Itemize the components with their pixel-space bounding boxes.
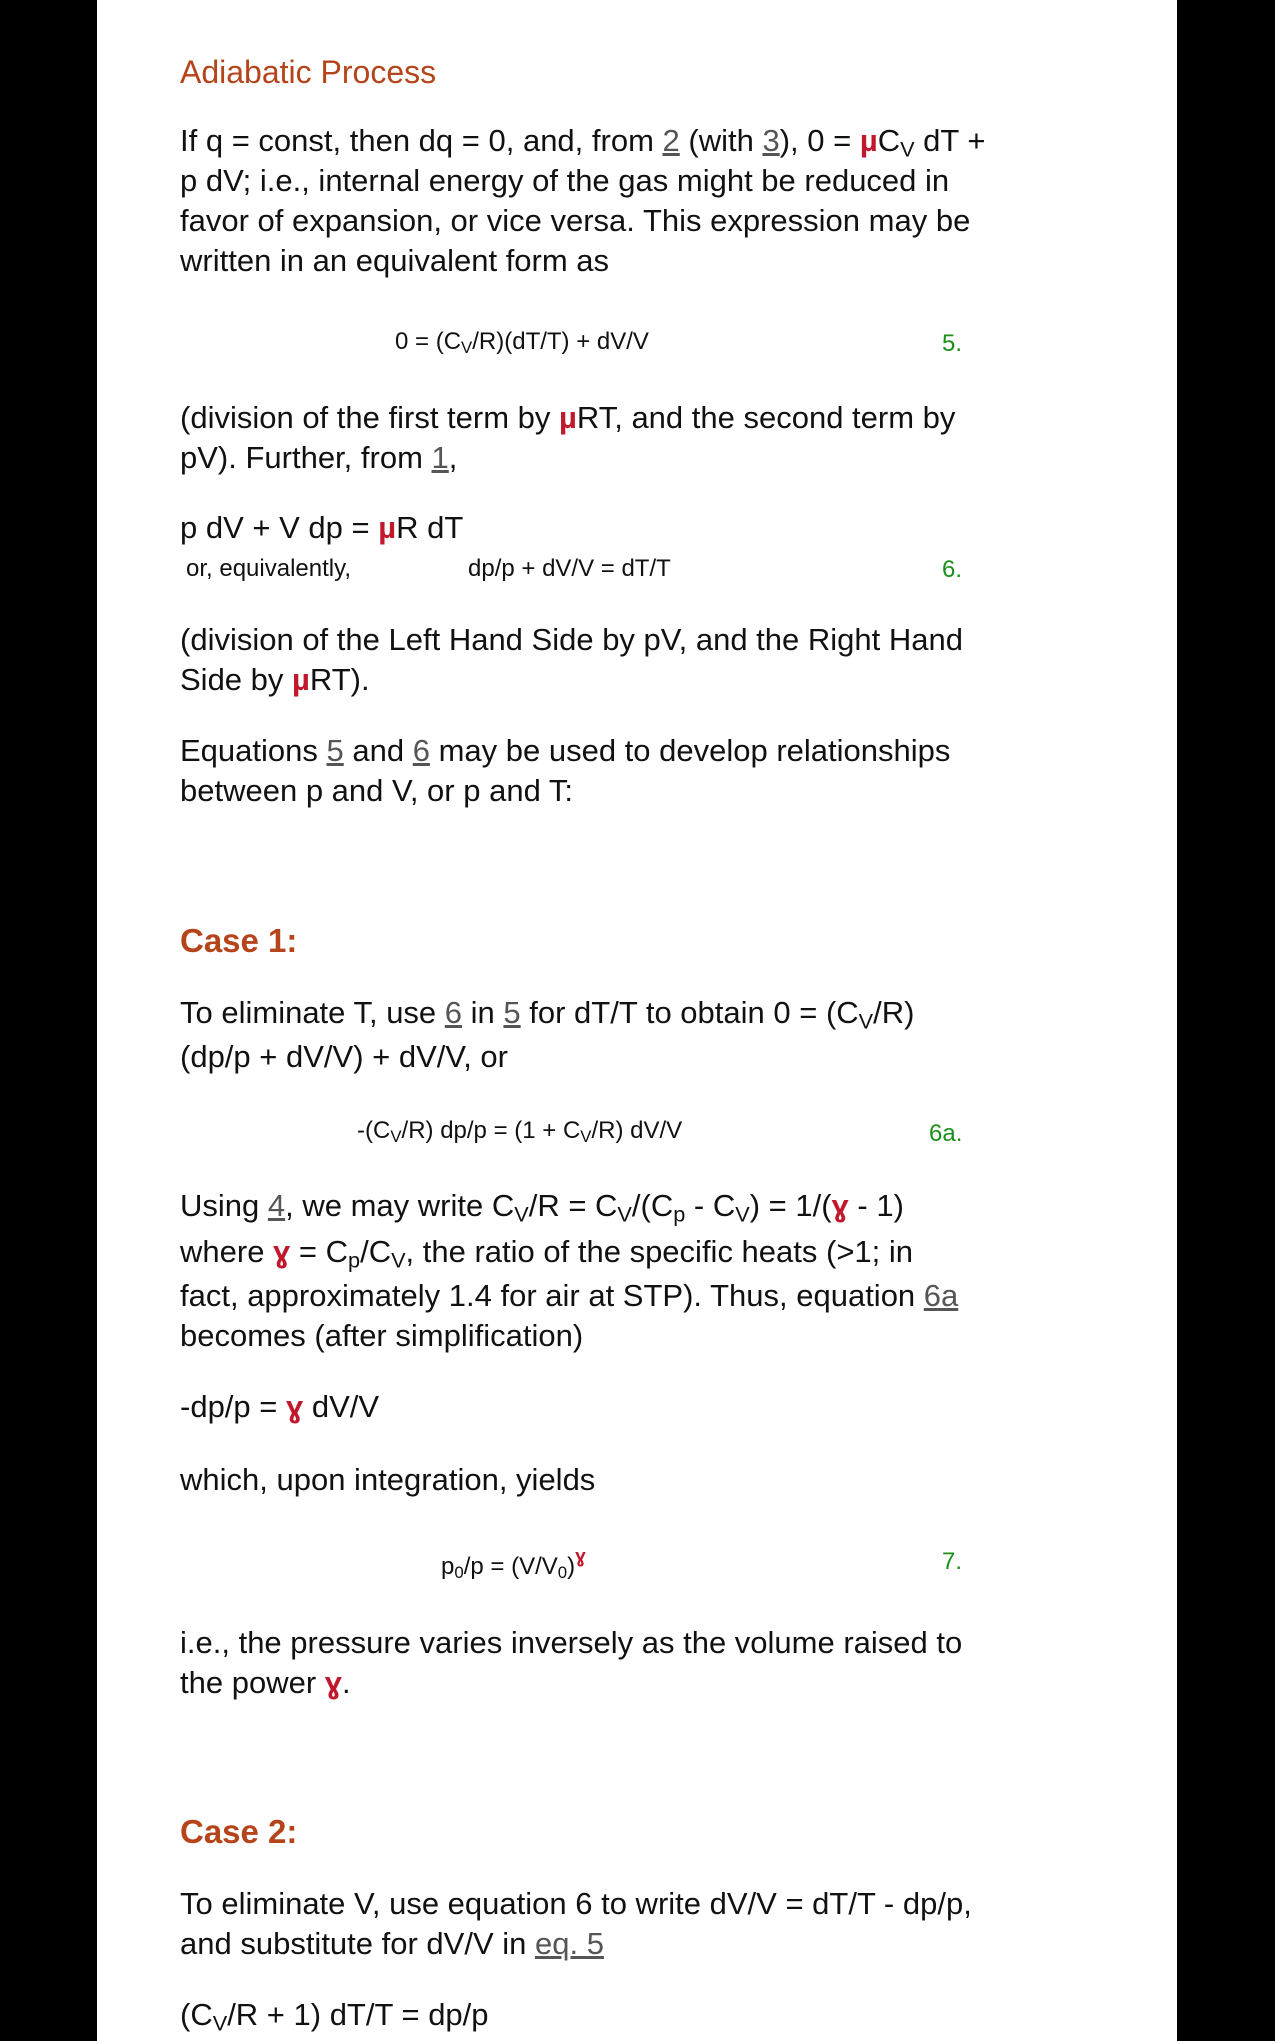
integration-line: which, upon integration, yields	[180, 1462, 596, 1497]
intro-paragraph: If q = const, then dq = 0, and, from 2 (with 3), 0 = µC$_V$ dT + p dV; i.e., internal energy of the gas might be reduced in favor of expansion, or vice versa. This expression may be written in an equivalent form as	[180, 123, 986, 278]
gamma-symbol: ɣ	[273, 1234, 291, 1269]
case-2-paragraph: To eliminate V, use equation 6 to write dV/V = dT/T - dp/p, and substitute for dV/V in eq. 5	[180, 1886, 972, 1961]
eq-6-link[interactable]: 6	[412, 733, 430, 768]
equation-5-number: 5.	[942, 330, 963, 357]
case-1-paragraph: To eliminate T, use 6 in 5 for dT/T to obtain $0 = (C_V/R)$ (dp/p + dV/V) + dV/V, or	[180, 995, 915, 1074]
differential-equation-line: p dV + V dp = µR dT	[180, 510, 464, 545]
gamma-paragraph: Using 4, we may write $C_V/R = C_V/(C_p - C_V)$ = 1/(ɣ - 1) where ɣ = $C_p/C_V$, the ratio of the specific heats (>1; in fact, approximately 1.4 for air at STP). Thus, equation 6a becomes (after simplification)	[180, 1188, 959, 1353]
eq-3-link[interactable]: 3	[762, 123, 780, 158]
equation-6: dp/p + dV/V = dT/T	[468, 555, 671, 582]
case-1-heading: Case 1:	[180, 922, 298, 959]
eq-6-link[interactable]: 6	[444, 995, 463, 1030]
eq-5-link[interactable]: 5	[326, 733, 344, 768]
equation-6-prefix: or, equivalently,	[186, 555, 351, 582]
equation-6-number: 6.	[942, 556, 963, 583]
dp-gamma-line: -dp/p = ɣ dV/V	[180, 1389, 380, 1424]
mu-symbol: µ	[859, 123, 878, 158]
case-2-heading: Case 2:	[180, 1813, 298, 1850]
equation-6a: $-(C_V/R) dp/p = (1 + C_V/R)$ dV/V	[357, 1117, 683, 1147]
gamma-symbol: ɣ	[831, 1188, 849, 1223]
mu-symbol: µ	[559, 400, 577, 435]
eq-5-link[interactable]: eq. 5	[535, 1926, 604, 1961]
eq-6a-link[interactable]: 6a	[923, 1278, 959, 1313]
equation-7-number: 7.	[942, 1548, 963, 1575]
case-2-equation-line: $(C_V/R + 1) dT/T = dp/p$	[180, 1997, 489, 2036]
equation-6a-number: 6a.	[929, 1120, 963, 1147]
document-page	[97, 0, 1177, 2041]
relationships-paragraph: Equations 5 and 6 may be used to develop relationships between p and V, or p and T:	[180, 733, 951, 808]
mu-symbol: µ	[378, 510, 397, 545]
eq-5-link[interactable]: 5	[503, 995, 521, 1030]
eq-4-link[interactable]: 4	[267, 1188, 286, 1223]
eq-1-link[interactable]: 1	[431, 440, 449, 475]
gamma-symbol: ɣ	[286, 1389, 304, 1424]
mu-symbol: µ	[292, 662, 310, 697]
pressure-volume-paragraph: i.e., the pressure varies inversely as the volume raised to the power ɣ.	[180, 1625, 963, 1700]
division-paragraph: (division of the first term by µRT, and the second term by pV). Further, from 1,	[180, 400, 956, 475]
gamma-symbol: ɣ	[324, 1665, 343, 1700]
eq-2-link[interactable]: 2	[662, 123, 680, 158]
division-lhs-paragraph: (division of the Left Hand Side by pV, and the Right Hand Side by µRT).	[180, 622, 963, 697]
equation-5: $0 = (C_V/R)(dT/T) + dV/V$	[395, 328, 649, 358]
section-heading: Adiabatic Process	[180, 54, 437, 90]
equation-7: $p_0/p = (V/V_0)^ɣ$	[441, 1546, 586, 1583]
gamma-exponent: ɣ	[575, 1546, 586, 1568]
